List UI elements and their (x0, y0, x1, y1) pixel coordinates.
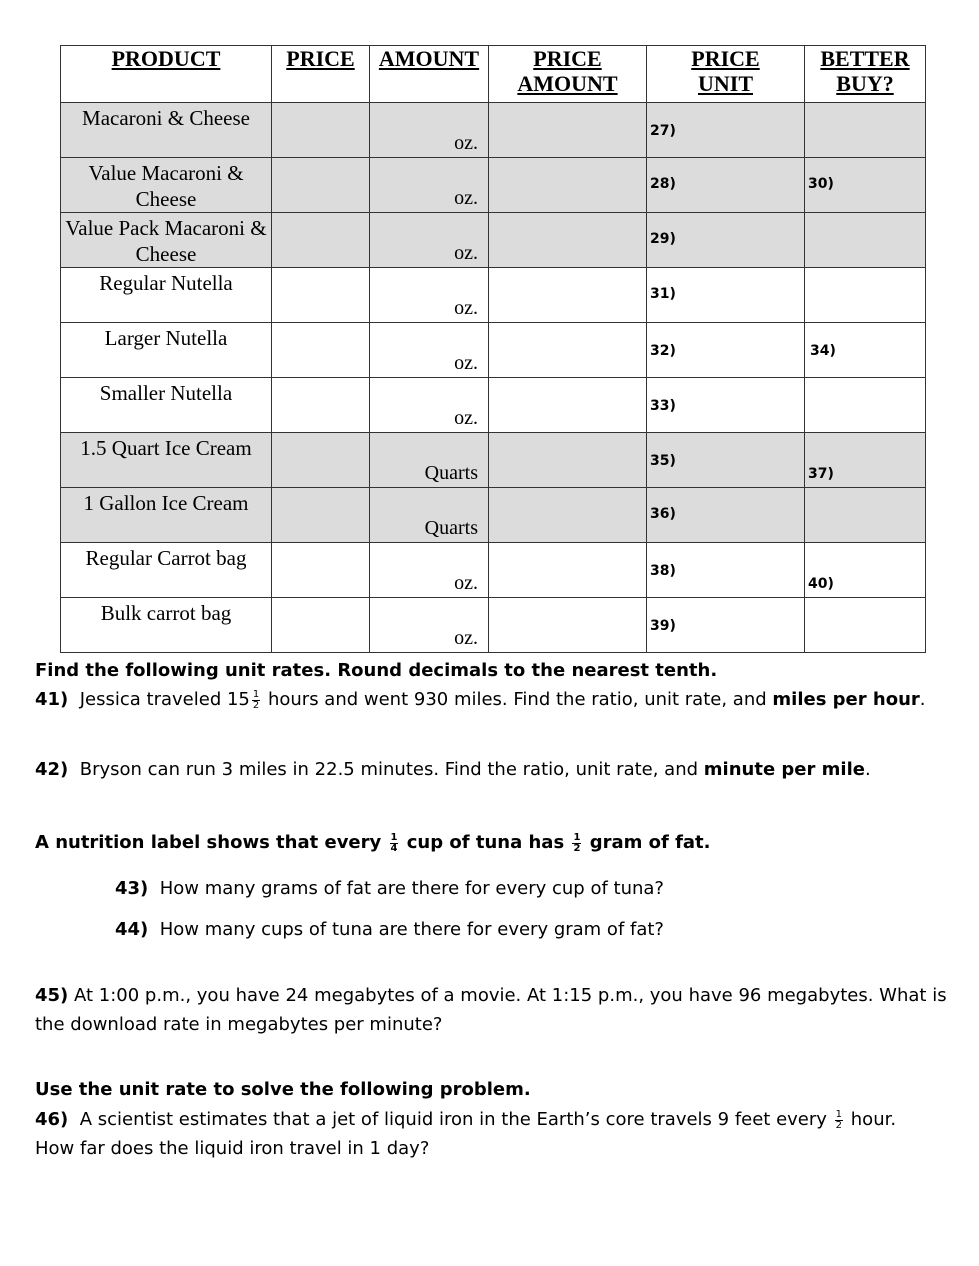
table-row (61, 488, 926, 543)
better-buy-cell[interactable] (805, 433, 926, 488)
question-number: 40) (808, 576, 834, 592)
price-amount-input-cell[interactable] (489, 598, 647, 653)
amount-unit-label: oz. (454, 407, 478, 429)
table-row (61, 268, 926, 323)
table-header-row (61, 46, 926, 103)
section3-heading: Use the unit rate to solve the following problem. (35, 1079, 531, 1100)
header-amount: AMOUNT (370, 46, 489, 103)
amount-input-cell[interactable] (370, 488, 489, 543)
section2-heading: A nutrition label shows that every $\frac{1}{4}$ cup of tuna has $\frac{1}{2}$ gram of fat. (35, 831, 711, 854)
header-better-buy: BETTER BUY? (805, 46, 926, 103)
question-46: 46) A scientist estimates that a jet of liquid iron in the Earth’s core travels 9 feet every $\frac{1}{2}$ hour. How far does the liquid iron travel in 1 day? (35, 1108, 897, 1159)
amount-unit-label: Quarts (424, 462, 478, 484)
price-unit-cell[interactable] (647, 598, 805, 653)
question-number: 31) (650, 286, 676, 302)
question-number: 37) (808, 466, 834, 482)
question-number: 38) (650, 563, 676, 579)
price-unit-cell[interactable] (647, 488, 805, 543)
amount-unit-label: oz. (454, 132, 478, 154)
question-41: 41) Jessica traveled 15 $\frac{1}{2}$ hours and went 930 miles. Find the ratio, unit rate, and miles per hour. (35, 688, 926, 711)
question-number: 28) (650, 176, 676, 192)
question-number: 36) (650, 506, 676, 522)
product-name-cell: 1 Gallon Ice Cream (61, 488, 272, 543)
table-row (61, 323, 926, 378)
amount-input-cell[interactable] (370, 543, 489, 598)
section1-heading: Find the following unit rates. Round decimals to the nearest tenth. (35, 660, 718, 681)
product-name-cell: Regular Nutella (61, 268, 272, 323)
amount-unit-label: oz. (454, 627, 478, 649)
price-input-cell[interactable] (272, 543, 370, 598)
question-number: 39) (650, 618, 676, 634)
question-42: 42) Bryson can run 3 miles in 22.5 minutes. Find the ratio, unit rate, and minute per mile. (35, 759, 871, 780)
table-row (61, 433, 926, 488)
product-name-cell: 1.5 Quart Ice Cream (61, 433, 272, 488)
table-row (61, 103, 926, 158)
question-number: 35) (650, 453, 676, 469)
amount-input-cell[interactable] (370, 323, 489, 378)
price-amount-input-cell[interactable] (489, 158, 647, 213)
header-price-unit: PRICE UNIT (647, 46, 805, 103)
table-row (61, 378, 926, 433)
header-price-amount: PRICE AMOUNT (489, 46, 647, 103)
price-unit-cell[interactable] (647, 543, 805, 598)
question-number: 34) (810, 343, 836, 359)
price-amount-input-cell[interactable] (489, 213, 647, 268)
price-input-cell[interactable] (272, 378, 370, 433)
price-unit-cell[interactable] (647, 433, 805, 488)
amount-unit-label: oz. (454, 187, 478, 209)
product-name-cell: Macaroni & Cheese (61, 103, 272, 158)
amount-unit-label: oz. (454, 352, 478, 374)
price-unit-cell[interactable] (647, 268, 805, 323)
price-amount-input-cell[interactable] (489, 433, 647, 488)
amount-input-cell[interactable] (370, 268, 489, 323)
table-row (61, 543, 926, 598)
better-buy-cell[interactable] (805, 268, 926, 323)
price-unit-cell[interactable] (647, 103, 805, 158)
question-43: 43) How many grams of fat are there for every cup of tuna? (115, 878, 664, 899)
header-price: PRICE (272, 46, 370, 103)
better-buy-cell[interactable] (805, 598, 926, 653)
fraction-one-quarter: $\frac{1}{4}$ (390, 831, 398, 854)
better-buy-cell[interactable] (805, 323, 926, 378)
price-amount-input-cell[interactable] (489, 378, 647, 433)
question-number: 33) (650, 398, 676, 414)
product-name-cell: Regular Carrot bag (61, 543, 272, 598)
price-amount-input-cell[interactable] (489, 543, 647, 598)
price-input-cell[interactable] (272, 488, 370, 543)
table-row (61, 598, 926, 653)
question-number: 32) (650, 343, 676, 359)
better-buy-cell[interactable] (805, 213, 926, 268)
amount-unit-label: oz. (454, 297, 478, 319)
table-row (61, 158, 926, 213)
price-input-cell[interactable] (272, 268, 370, 323)
price-unit-cell[interactable] (647, 158, 805, 213)
fraction-one-half: $\frac{1}{2}$ (573, 831, 581, 854)
price-input-cell[interactable] (272, 323, 370, 378)
product-name-cell: Smaller Nutella (61, 378, 272, 433)
amount-input-cell[interactable] (370, 378, 489, 433)
question-number: 30) (808, 176, 834, 192)
price-input-cell[interactable] (272, 213, 370, 268)
fraction-one-half: $\frac{1}{2}$ (252, 688, 260, 711)
amount-input-cell[interactable] (370, 598, 489, 653)
price-input-cell[interactable] (272, 158, 370, 213)
amount-unit-label: oz. (454, 572, 478, 594)
question-44: 44) How many cups of tuna are there for every gram of fat? (115, 919, 664, 940)
price-unit-cell[interactable] (647, 323, 805, 378)
price-amount-input-cell[interactable] (489, 323, 647, 378)
price-amount-input-cell[interactable] (489, 488, 647, 543)
price-input-cell[interactable] (272, 433, 370, 488)
product-name-cell: Value Pack Macaroni & Cheese (61, 213, 272, 268)
price-amount-input-cell[interactable] (489, 268, 647, 323)
header-product: PRODUCT (61, 46, 272, 103)
amount-input-cell[interactable] (370, 103, 489, 158)
price-input-cell[interactable] (272, 598, 370, 653)
better-buy-cell[interactable] (805, 158, 926, 213)
question-number: 29) (650, 231, 676, 247)
question-45: 45) At 1:00 p.m., you have 24 megabytes of a movie. At 1:15 p.m., you have 96 megabytes. What is the download rate in megabytes per minute? (35, 985, 947, 1035)
fraction-one-half: $\frac{1}{2}$ (835, 1108, 843, 1131)
amount-unit-label: oz. (454, 242, 478, 264)
product-name-cell: Value Macaroni & Cheese (61, 158, 272, 213)
better-buy-cell[interactable] (805, 543, 926, 598)
better-buy-cell[interactable] (805, 103, 926, 158)
table-row (61, 213, 926, 268)
amount-input-cell[interactable] (370, 433, 489, 488)
price-unit-cell[interactable] (647, 213, 805, 268)
amount-input-cell[interactable] (370, 158, 489, 213)
price-input-cell[interactable] (272, 103, 370, 158)
price-amount-input-cell[interactable] (489, 103, 647, 158)
price-unit-cell[interactable] (647, 378, 805, 433)
amount-unit-label: Quarts (424, 517, 478, 539)
product-name-cell: Larger Nutella (61, 323, 272, 378)
better-buy-cell[interactable] (805, 378, 926, 433)
product-name-cell: Bulk carrot bag (61, 598, 272, 653)
unit-price-table (60, 45, 926, 653)
amount-input-cell[interactable] (370, 213, 489, 268)
question-number: 27) (650, 123, 676, 139)
better-buy-cell[interactable] (805, 488, 926, 543)
